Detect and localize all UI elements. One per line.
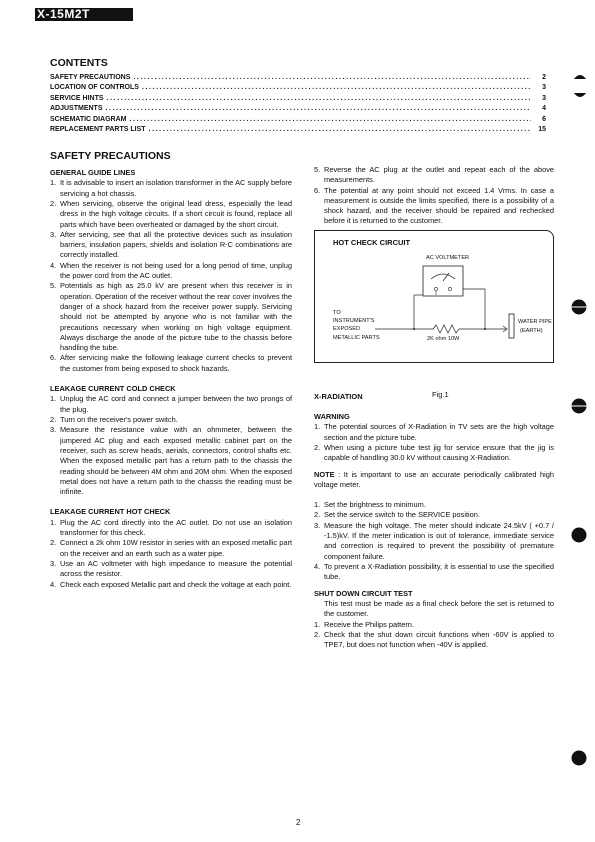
list-item: 3. After servicing, see that all the protective devices such as insulation barriers, insulation papers, shields and isolation R-C combinations are correctly installed.: [50, 229, 292, 260]
list-item: 1. Plug the AC cord directly into the AC outlet. Do not use an isolation transformer for this check.: [50, 517, 292, 538]
list-item: 2. When using a picture tube test jig for service ensure that the jig is capable of handling 30.0 kV without causing X-Radiation.: [314, 443, 554, 463]
toc-row[interactable]: SCHEMATIC DIAGRAM ..... 6: [50, 115, 546, 125]
toc-row[interactable]: SAFETY PRECAUTIONS ..... 2: [50, 73, 546, 83]
figure-caption: Fig.1: [432, 390, 449, 399]
margin-mark: [571, 526, 587, 544]
general-heading: GENERAL GUIDE LINES: [50, 168, 136, 177]
list-item: 6. After servicing make the following leakage current checks to prevent the customer from being exposed to shock hazards.: [50, 353, 292, 373]
left-label-line: INSTRUMENT'S: [333, 317, 375, 324]
safety-title: SAFETY PRECAUTIONS: [50, 150, 171, 162]
list-item: 1. It is advisable to insert an isolation transformer in the AC supply before servicing a hot chassis.: [50, 178, 292, 198]
right-column-bottom: [314, 412, 554, 650]
list-item: 4. To prevent a X-Radiation possibility, it is essential to use the specified tube.: [314, 561, 554, 582]
contents-section: [50, 57, 546, 135]
right-label-line: (EARTH): [520, 327, 543, 334]
xradiation-title: X-RADIATION: [314, 392, 363, 401]
voltmeter-label: AC VOLTMETER: [426, 254, 470, 261]
margin-mark: [571, 298, 587, 316]
list-item: 3. Measure the high voltage. The meter should indicate 24.5kV ( +0.7 / -1.5)kV. If the meter indication is out of tolerance, immediate service and correction is required to prevent the possibility of premature component failure.: [314, 520, 554, 561]
note-paragraph: [314, 470, 554, 491]
left-label-line: EXPOSED: [333, 325, 361, 332]
model-tag-text: X-15M2T: [37, 7, 90, 21]
left-column: [50, 168, 292, 590]
toc-row[interactable]: ADJUSTMENTS ..... 4: [50, 104, 546, 114]
hot-check-circuit-figure: [314, 230, 554, 363]
list-item: 6. The potential at any point should not exceed 1.4 Vrms. In case a measurement is outside the limits specified, there is a possibility of a shock hazard, and the receiver should be repaired and rechecked before it is returned to the customer.: [314, 185, 554, 226]
hot-check-heading: LEAKAGE CURRENT HOT CHECK: [50, 507, 171, 517]
shutdown-heading: SHUT DOWN CIRCUIT TEST: [314, 588, 413, 598]
margin-mark: [571, 749, 587, 767]
list-item: 4. Check each exposed Metallic part and check the voltage at each point.: [50, 579, 292, 589]
margin-mark: [571, 397, 587, 415]
list-item: 5. Reverse the AC plug at the outlet and repeat each of the above measurements.: [314, 165, 554, 185]
cold-check-heading: LEAKAGE CURRENT COLD CHECK: [50, 384, 176, 394]
warning-heading: WARNING: [314, 412, 350, 421]
list-item: 4. When the receiver is not being used for a long period of time, unplug the power cord from the AC outlet.: [50, 260, 292, 281]
resistor-label: 2K ohm 10W: [427, 335, 460, 342]
list-item: 1. Set the brightness to minimum.: [314, 500, 426, 510]
toc-row[interactable]: SERVICE HINTS ..... 3: [50, 94, 546, 104]
left-label-line: METALLIC PARTS: [333, 334, 380, 341]
list-item: 2. Turn on the receiver's power switch.: [50, 415, 178, 425]
toc-row[interactable]: LOCATION OF CONTROLS ..... 3: [50, 83, 546, 93]
page-number: 2: [296, 818, 301, 827]
list-item: 1. The potential sources of X-Radiation in TV sets are the high voltage section and the picture tube.: [314, 422, 554, 442]
circuit-diagram: [315, 231, 555, 364]
list-item: 1. Receive the Philips pattern.: [314, 619, 414, 629]
list-item: 2. Set the service switch to the SERVICE position.: [314, 510, 480, 520]
list-item: 3. Measure the resistance value with an ohmmeter, between the jumpered AC plug and each exposed metallic cabinet part on the receiver, such as screw heads, aerials, connectors, control shafts etc. When the exposed metallic part has a return path to the chassis the reading should be between 4M ohm and 20M ohm. When the exposed metal does not have a return path to the chassis the reading must be infinite.: [50, 425, 292, 497]
margin-mark: [573, 73, 587, 99]
right-label-line: WATER PIPE: [518, 318, 552, 325]
left-label-line: TO: [333, 309, 341, 316]
note-text: : It is important to use an accurate periodically calibrated high voltage meter.: [314, 469, 554, 489]
list-item: 2. Check that the shut down circuit functions when -60V is applied to TPE7, but does not function when -40V is applied.: [314, 629, 554, 650]
right-column-top: [314, 165, 554, 363]
list-item: 2. Connect a 2k ohm 10W resistor in series with an exposed metallic part on the receiver and an earth such as a water pipe.: [50, 538, 292, 558]
toc-row[interactable]: REPLACEMENT PARTS LIST ..... 15: [50, 125, 546, 135]
shutdown-intro: This test must be made as a final check before the set is returned to the customer.: [324, 598, 554, 619]
model-tag: [35, 8, 133, 21]
list-item: 5. Potentials as high as 25.0 kV are present when this receiver is in operation. Operation of the receiver without the rear cover involves the danger of a shock hazard from the receiver power supply. Servicing should not be attempted by anyone who is not familiar with the precautions necessary when working on high voltage equipment. Always discharge the anode of the picture tube to the chassis before handling the tube.: [50, 281, 292, 353]
contents-title: CONTENTS: [50, 57, 108, 69]
figure-title: HOT CHECK CIRCUIT: [333, 237, 411, 247]
list-item: 2. When servicing, observe the original lead dress, especially the lead dress in the high voltage circuits. If a short circuit is found, replace all parts which have been overheated or damaged by the short circuit.: [50, 199, 292, 229]
list-item: 3. Use an AC voltmeter with high impedance to measure the potential across the resistor.: [50, 559, 292, 579]
list-item: 1. Unplug the AC cord and connect a jumper between the two prongs of the plug.: [50, 394, 292, 414]
note-label: NOTE: [314, 469, 335, 479]
